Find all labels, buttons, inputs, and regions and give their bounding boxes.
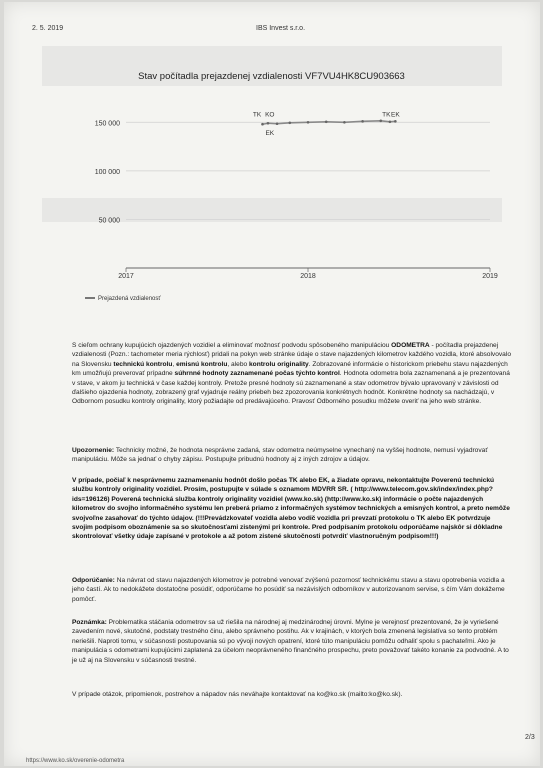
bold-text-run: Odporúčanie: bbox=[72, 577, 115, 584]
bold-text-run: emisnú kontrolu bbox=[176, 360, 228, 368]
bold-text-run: V prípade, počiaľ k nesprávnemu zaznamenaniu hodnôt došlo počas TK alebo EK, a žiadate opravu, nekontaktujte Poverenú technickú službu kontroly originality vozidiel. Prosím, postupujte v súlade s oznamom MDVRR SR. ( http://www.telecom.gov.sk/index/index.php?ids=196126) Poverená technická služba kontroly originality vozidiel (www.ko.sk) (http://www.ko.sk) informácie o počte najazdených kilometrov do svojho informačného systému len preberá priamo z informačných systémov technických a emisných kontrol, a preto nemôže svojvoľne zasahovať do týchto údajov. (!!!Prevádzkovateľ vozidla alebo vodič vozidla pri prevzatí protokolu o TK alebo EK potvrdzuje svojim podpisom oboznámenie sa so skutočnosťami zistenými pri kontrole. Pred podpísaním protokolu odporúčame najskôr si dôkladne skontrolovať všetky údaje zapísané v protokole a až potom zistené skutočnosti potvrdiť vlastnoručným podpisom!!!) bbox=[72, 477, 510, 541]
bold-text-run: súhrnné hodnoty zaznamenané počas týchto kontrol bbox=[174, 370, 340, 378]
data-point bbox=[276, 122, 279, 125]
y-tick-label: 150 000 bbox=[94, 120, 120, 128]
y-tick-label: 50 000 bbox=[98, 217, 120, 225]
data-point bbox=[389, 121, 392, 124]
data-point bbox=[343, 121, 346, 124]
text-run: , alebo bbox=[227, 360, 250, 368]
annotation-label: EK bbox=[391, 111, 400, 119]
annotation-label: KO bbox=[265, 111, 275, 119]
bold-text-run: kontrolu originality bbox=[249, 360, 309, 368]
text-run: - počítadla prejazdenej vzdialenosti (Pozn.: tachometer meria rýchlosť) pridali na pokyn web stránke údaje o stave najazdených kilometrov každého vozidla, ktoré absolvovalo na Slovensku bbox=[72, 342, 511, 368]
x-tick-label: 2019 bbox=[482, 273, 498, 280]
header-date: 2. 5. 2019 bbox=[32, 25, 64, 32]
page-number: 2/3 bbox=[525, 734, 535, 741]
text-run: . Hodnota odometra bola zaznamenaná a je prezentovaná v stave, v akom ju technická v čase každej kontroly. Pretože presné hodnoty sú zaznamenané a stav odometrov bývalo upravovaný v závislosti od ďalšieho ojazdenia hodnoty, zobrazený graf vyjadruje reálny priebeh bez zpozorovania konkrétnych hodnôt. Konkrétne hodnoty sa nachádzajú, v Odbornom posudku kontroly originality, ktorý požiadajte od predávajúceho. Pravosť Odborného posudku môžete overiť na jeho web stránke. bbox=[72, 370, 510, 406]
text-run: Technicky možné, že hodnota nesprávne zadaná, stav odometra neúmyselne vynechaný na vyššej hodnote, nemusí vyjadrovať manipuláciu. Môže sa jednať o chyby zápisu. Postupujte pribudnú hodnoty aj z iných zdrojov a údajov. bbox=[72, 447, 488, 464]
paragraph bbox=[72, 690, 512, 699]
legend-label: Prejazdená vzdialenosť bbox=[98, 296, 161, 302]
paragraph bbox=[72, 476, 512, 542]
text-run: Na návrat od stavu najazdených kilometrov je potrebné venovať zvýšenú pozornosť technickému stavu a stavu opotrebenia vozidla a jeho častí. Ak to nedokážete dostatočne posúdiť, odporúčame ho posúdiť sa nezávislých odborníkov v autorizovanom servise, s čím Vám dokážeme pomôcť. bbox=[72, 577, 505, 603]
bold-text-run: ODOMETRA bbox=[391, 342, 430, 349]
annotation-label: EK bbox=[265, 129, 275, 137]
text-run: , bbox=[172, 360, 177, 368]
bold-text-run: technickú kontrolu bbox=[113, 360, 173, 368]
data-point bbox=[307, 121, 310, 124]
paragraph bbox=[72, 446, 512, 465]
legend-swatch bbox=[85, 297, 95, 299]
x-tick-label: 2017 bbox=[118, 273, 134, 280]
footer-url: https://www.ko.sk/overenie-odometra bbox=[26, 758, 125, 764]
header-company: IBS Invest s.r.o. bbox=[256, 25, 306, 32]
bold-text-run: Poznámka: bbox=[72, 619, 107, 626]
data-point bbox=[380, 120, 383, 123]
text-run: V prípade otázok, pripomienok, postrehov a nápadov nás neváhajte kontaktovať na ko@ko.sk (mailto:ko@ko.sk). bbox=[72, 691, 403, 698]
paragraph bbox=[72, 618, 512, 665]
data-point bbox=[394, 120, 397, 123]
bold-text-run: Upozornenie: bbox=[72, 447, 115, 454]
annotation-label: TK bbox=[382, 111, 391, 119]
data-point bbox=[361, 120, 364, 123]
data-point bbox=[325, 121, 328, 124]
chart-legend bbox=[85, 296, 161, 302]
odometer-chart bbox=[0, 0, 543, 300]
paragraph bbox=[72, 576, 512, 604]
data-point bbox=[261, 123, 264, 126]
text-run: . Zobrazované informácie o historickom priebehu stavu najazdených km umožňujú preverovať prípadne bbox=[72, 360, 508, 378]
paragraph bbox=[72, 341, 512, 407]
chart-title: Stav počítadla prejazdenej vzdialenosti VF7VU4HK8CU903663 bbox=[138, 71, 405, 82]
data-point bbox=[289, 121, 292, 124]
annotation-label: TK bbox=[252, 111, 262, 119]
x-tick-label: 2018 bbox=[300, 273, 316, 280]
text-run: Problematika stáčania odometrov sa už riešila na národnej aj medzinárodnej úrovni. Mylne je verejnosť prezentované, že je vyriešené zavedením nové, skutočné, podstaty trestného činu, alebo správneho postihu. Ak v krajinách, v ktorých bola zmenená legislatíva so tento problém neriešili. Naproti tomu, v súčasnosti postupovania sú po vývoji nových opatrení, ktoré túto manipuláciu pomôžu odhaliť spolu s pachateľmi. Ako je manipulácia s odometrami kupujúcimi zaplatená za účelom neoprávneného finančného prospechu, preto považovať takéto konanie za podvodné. A to je už aj na Slovensku v súčasnosti trestné. bbox=[72, 619, 509, 664]
y-tick-label: 100 000 bbox=[94, 168, 120, 176]
data-point bbox=[267, 122, 270, 125]
text-run: S cieľom ochrany kupujúcich ojazdených vozidiel a eliminovať možnosť podvodu spôsobeného manipuláciou bbox=[72, 342, 392, 349]
